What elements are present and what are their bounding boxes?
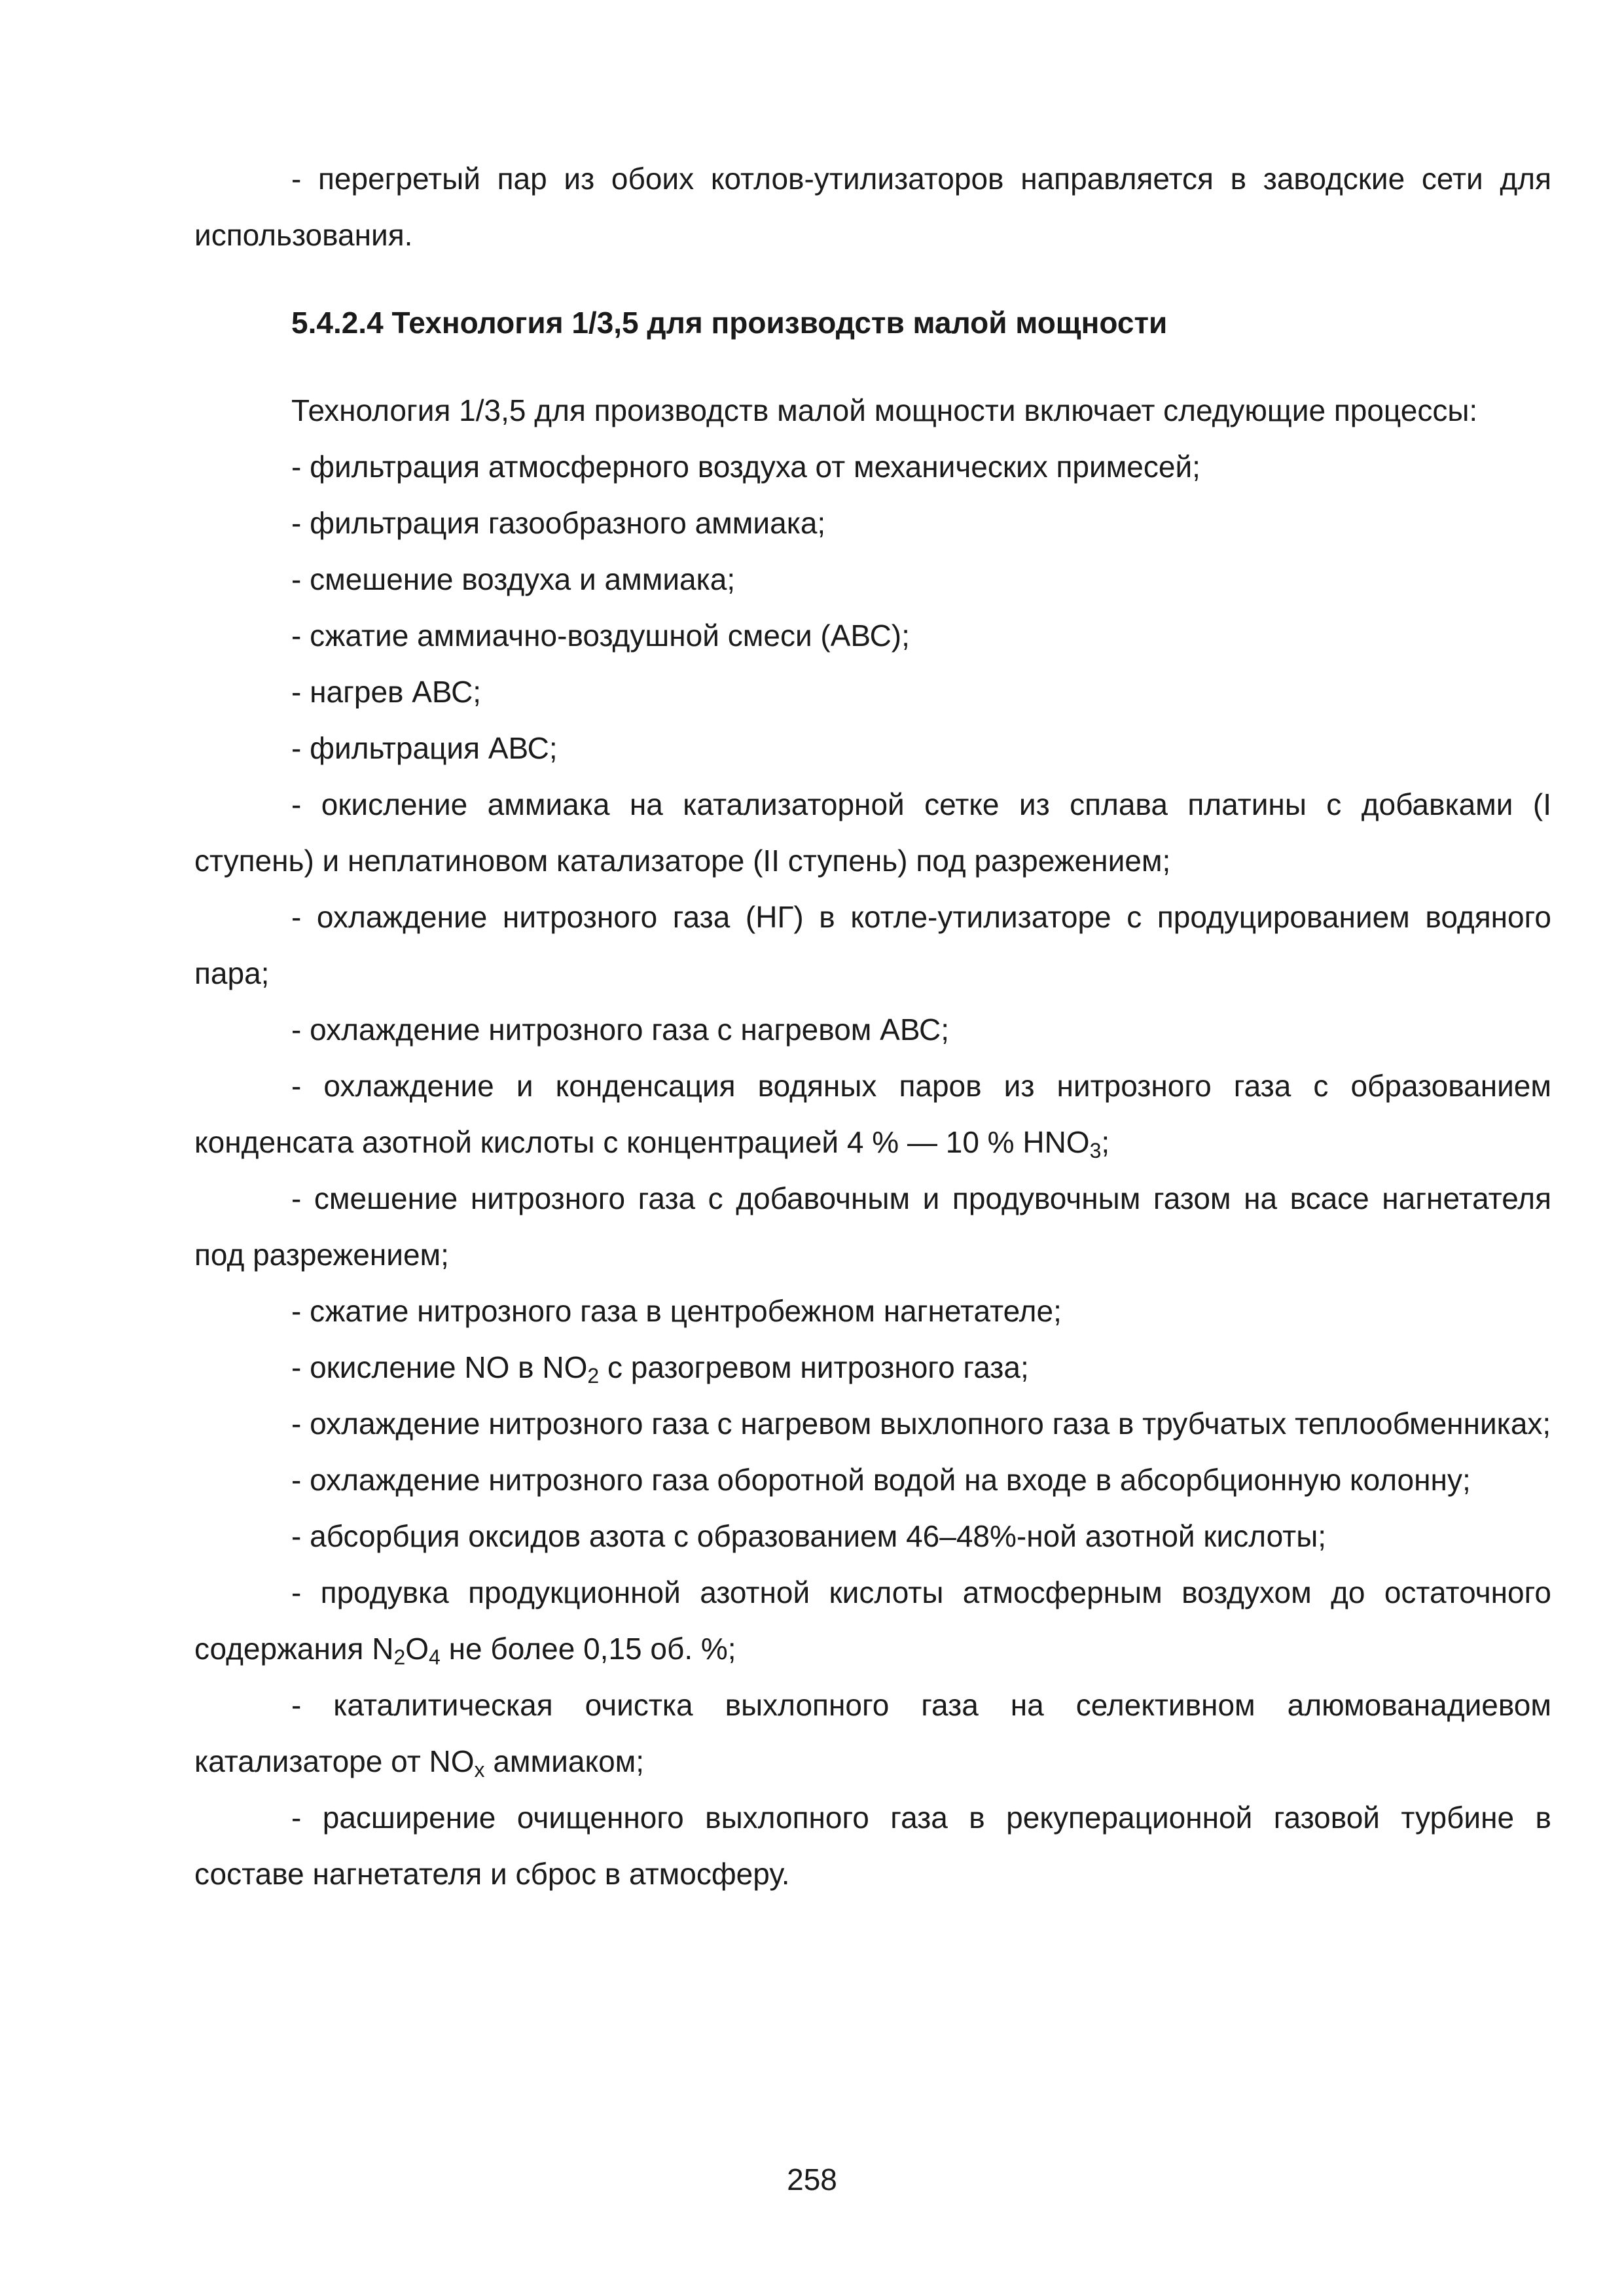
list-item (194, 1677, 1551, 1789)
subscript: 2 (393, 1645, 406, 1669)
list-item (194, 1564, 1551, 1677)
list-item-text: с разогревом нитрозного газа; (599, 1350, 1029, 1384)
list-item: - фильтрация газообразного аммиака; (291, 506, 826, 540)
list-item: - охлаждение нитрозного газа (НГ) в котле-утилизаторе с продуцированием водяного пара; (194, 900, 1551, 990)
list-item: - сжатие нитрозного газа в центробежном нагнетателе; (291, 1294, 1062, 1328)
list-item: - окисление аммиака на катализаторной сетке из сплава платины с добавками (I ступень) и неплатиновом катализаторе (II ступень) под разрежением; (194, 787, 1551, 878)
list-item: - смешение воздуха и аммиака; (291, 562, 736, 596)
list-item (194, 1058, 1551, 1170)
page-body (194, 151, 1551, 1902)
list-item: - смешение нитрозного газа с добавочным и продувочным газом на всасе нагнетателя под разрежением; (194, 1181, 1551, 1272)
page-number: 258 (787, 2162, 837, 2197)
list-item-text: ; (1101, 1125, 1110, 1159)
list-item: - нагрев АВС; (291, 675, 482, 709)
intro-paragraph: - перегретый пар из обоих котлов-утилизаторов направляется в заводские сети для использования. (194, 162, 1551, 252)
list-item-text: - охлаждение и конденсация водяных паров из нитрозного газа с образованием конденсата азотной кислоты с концентрацией 4 % — 10 % HNO (194, 1069, 1551, 1159)
list-item-text: O (405, 1632, 429, 1666)
list-item: - абсорбция оксидов азота с образованием 46–48%-ной азотной кислоты; (291, 1519, 1327, 1553)
subscript: 3 (1089, 1139, 1102, 1162)
list-item: - охлаждение нитрозного газа с нагревом АВС; (291, 1013, 950, 1047)
list-item-text: - продувка продукционной азотной кислоты атмосферным воздухом до остаточного содержания N (194, 1575, 1551, 1666)
subscript: 2 (587, 1364, 600, 1388)
list-item-text: - окисление NO в NO (291, 1350, 588, 1384)
list-item-text: не более 0,15 об. %; (440, 1632, 736, 1666)
subscript: 4 (429, 1645, 441, 1669)
list-item-text: - каталитическая очистка выхлопного газа на селективном алюмованадиевом катализаторе от NO (194, 1688, 1551, 1778)
list-item: - фильтрация АВС; (291, 731, 558, 765)
list-item-text: аммиаком; (484, 1744, 645, 1778)
list-item: - охлаждение нитрозного газа оборотной водой на входе в абсорбционную колонну; (291, 1463, 1471, 1497)
section-heading: 5.4.2.4 Технология 1/3,5 для производств малой мощности (291, 306, 1168, 340)
list-item: - расширение очищенного выхлопного газа в рекуперационной газовой турбине в составе нагнетателя и сброс в атмосферу. (194, 1801, 1551, 1891)
lead-paragraph: Технология 1/3,5 для производств малой мощности включает следующие процессы: (291, 393, 1478, 427)
list-item: - охлаждение нитрозного газа с нагревом выхлопного газа в трубчатых теплообменниках; (291, 1407, 1551, 1441)
list-item (194, 1339, 1551, 1395)
list-item: - фильтрация атмосферного воздуха от механических примесей; (291, 450, 1200, 484)
subscript: x (474, 1758, 485, 1782)
list-item: - сжатие аммиачно-воздушной смеси (АВС); (291, 619, 910, 653)
